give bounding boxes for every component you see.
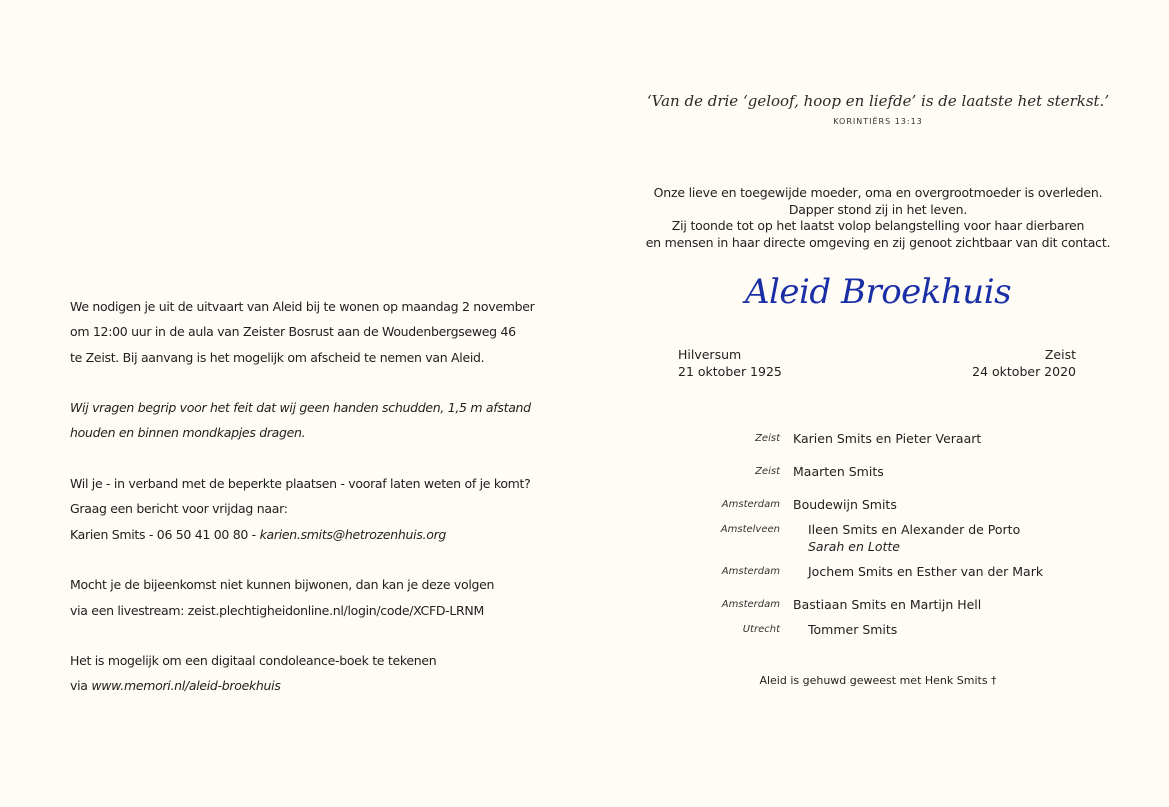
invitation-line: te Zeist. Bij aanvang is het mogelijk om afscheid te nemen van Aleid. xyxy=(70,349,485,365)
family-place: Zeist xyxy=(755,466,780,477)
bible-quote: ‘Van de drie ‘geloof, hoop en liefde’ is de laatste het sterkst.’ xyxy=(646,92,1110,110)
family-member-names: Boudewijn Smits xyxy=(793,497,897,512)
family-names xyxy=(808,563,1043,580)
rsvp-contact-name: Karien Smits - 06 50 41 00 80 - xyxy=(70,526,260,542)
death-place: Zeist xyxy=(1044,347,1076,362)
quote-reference: KORINTIËRS 13:13 xyxy=(833,117,923,126)
rsvp-email-link[interactable]: karien.smits@hetrozenhuis.org xyxy=(259,526,447,542)
intro-text xyxy=(640,185,1116,251)
intro-line: en mensen in haar directe omgeving en zij genoot zichtbaar van dit contact. xyxy=(645,234,1111,250)
family-place: Amsterdam xyxy=(721,499,780,510)
family-children: Sarah en Lotte xyxy=(808,539,900,554)
invitation-text xyxy=(70,294,550,699)
rsvp-contact xyxy=(70,522,550,547)
livestream-line: Mocht je de bijeenkomst niet kunnen bijwonen, dan kan je deze volgen xyxy=(70,577,495,593)
married-note: Aleid is gehuwd geweest met Henk Smits † xyxy=(759,674,997,687)
family-names xyxy=(793,496,897,513)
birth-place: Hilversum xyxy=(678,347,742,362)
family-names xyxy=(793,596,981,613)
family-place: Amsterdam xyxy=(721,599,780,610)
family-names xyxy=(793,463,884,480)
family-member-names: Karien Smits en Pieter Veraart xyxy=(793,431,982,446)
covid-notice: Wij vragen begrip voor het feit dat wij geen handen schudden, 1,5 m afstand xyxy=(70,400,531,416)
family-names xyxy=(793,430,981,447)
family-place: Amstelveen xyxy=(720,524,780,535)
rsvp-line: Wil je - in verband met de beperkte plaatsen - vooraf laten weten of je komt? xyxy=(70,476,531,492)
family-member-names: Jochem Smits en Esther van der Mark xyxy=(808,564,1044,579)
deceased-name: Aleid Broekhuis xyxy=(744,272,1012,312)
livestream-link[interactable]: via een livestream: zeist.plechtigheidonline.nl/login/code/XCFD-LRNM xyxy=(70,602,484,618)
family-member-names: Tommer Smits xyxy=(808,622,898,637)
intro-line: Onze lieve en toegewijde moeder, oma en overgrootmoeder is overleden. xyxy=(653,185,1103,200)
family-member-names: Bastiaan Smits en Martijn Hell xyxy=(793,597,982,612)
family-place: Zeist xyxy=(755,433,780,444)
intro-line: Zij toonde tot op het laatst volop belangstelling voor haar dierbaren xyxy=(671,218,1085,233)
covid-notice: houden en binnen mondkapjes dragen. xyxy=(70,425,306,441)
rsvp-line: Graag een bericht voor vrijdag naar: xyxy=(70,501,288,517)
invitation-line: We nodigen je uit de uitvaart van Aleid bij te wonen op maandag 2 november xyxy=(70,299,535,314)
condolence-prefix: via xyxy=(70,678,92,694)
birth-info xyxy=(678,346,782,380)
condolence-link[interactable]: www.memori.nl/aleid-broekhuis xyxy=(91,678,281,694)
family-names xyxy=(808,521,1020,555)
family-names xyxy=(808,621,897,638)
condolence-link-line xyxy=(70,673,550,698)
family-place: Amsterdam xyxy=(721,566,780,577)
condolence-line: Het is mogelijk om een digitaal condoleance-boek te tekenen xyxy=(70,653,437,669)
intro-line: Dapper stond zij in het leven. xyxy=(788,201,968,217)
birth-date: 21 oktober 1925 xyxy=(678,364,782,379)
family-place: Utrecht xyxy=(742,624,780,635)
family-member-names: Maarten Smits xyxy=(793,464,884,479)
invitation-line: om 12:00 uur in de aula van Zeister Bosrust aan de Woudenbergseweg 46 xyxy=(70,324,516,340)
family-member-names: Ileen Smits en Alexander de Porto xyxy=(808,522,1021,537)
death-date: 24 oktober 2020 xyxy=(972,364,1076,379)
death-info xyxy=(972,346,1076,380)
